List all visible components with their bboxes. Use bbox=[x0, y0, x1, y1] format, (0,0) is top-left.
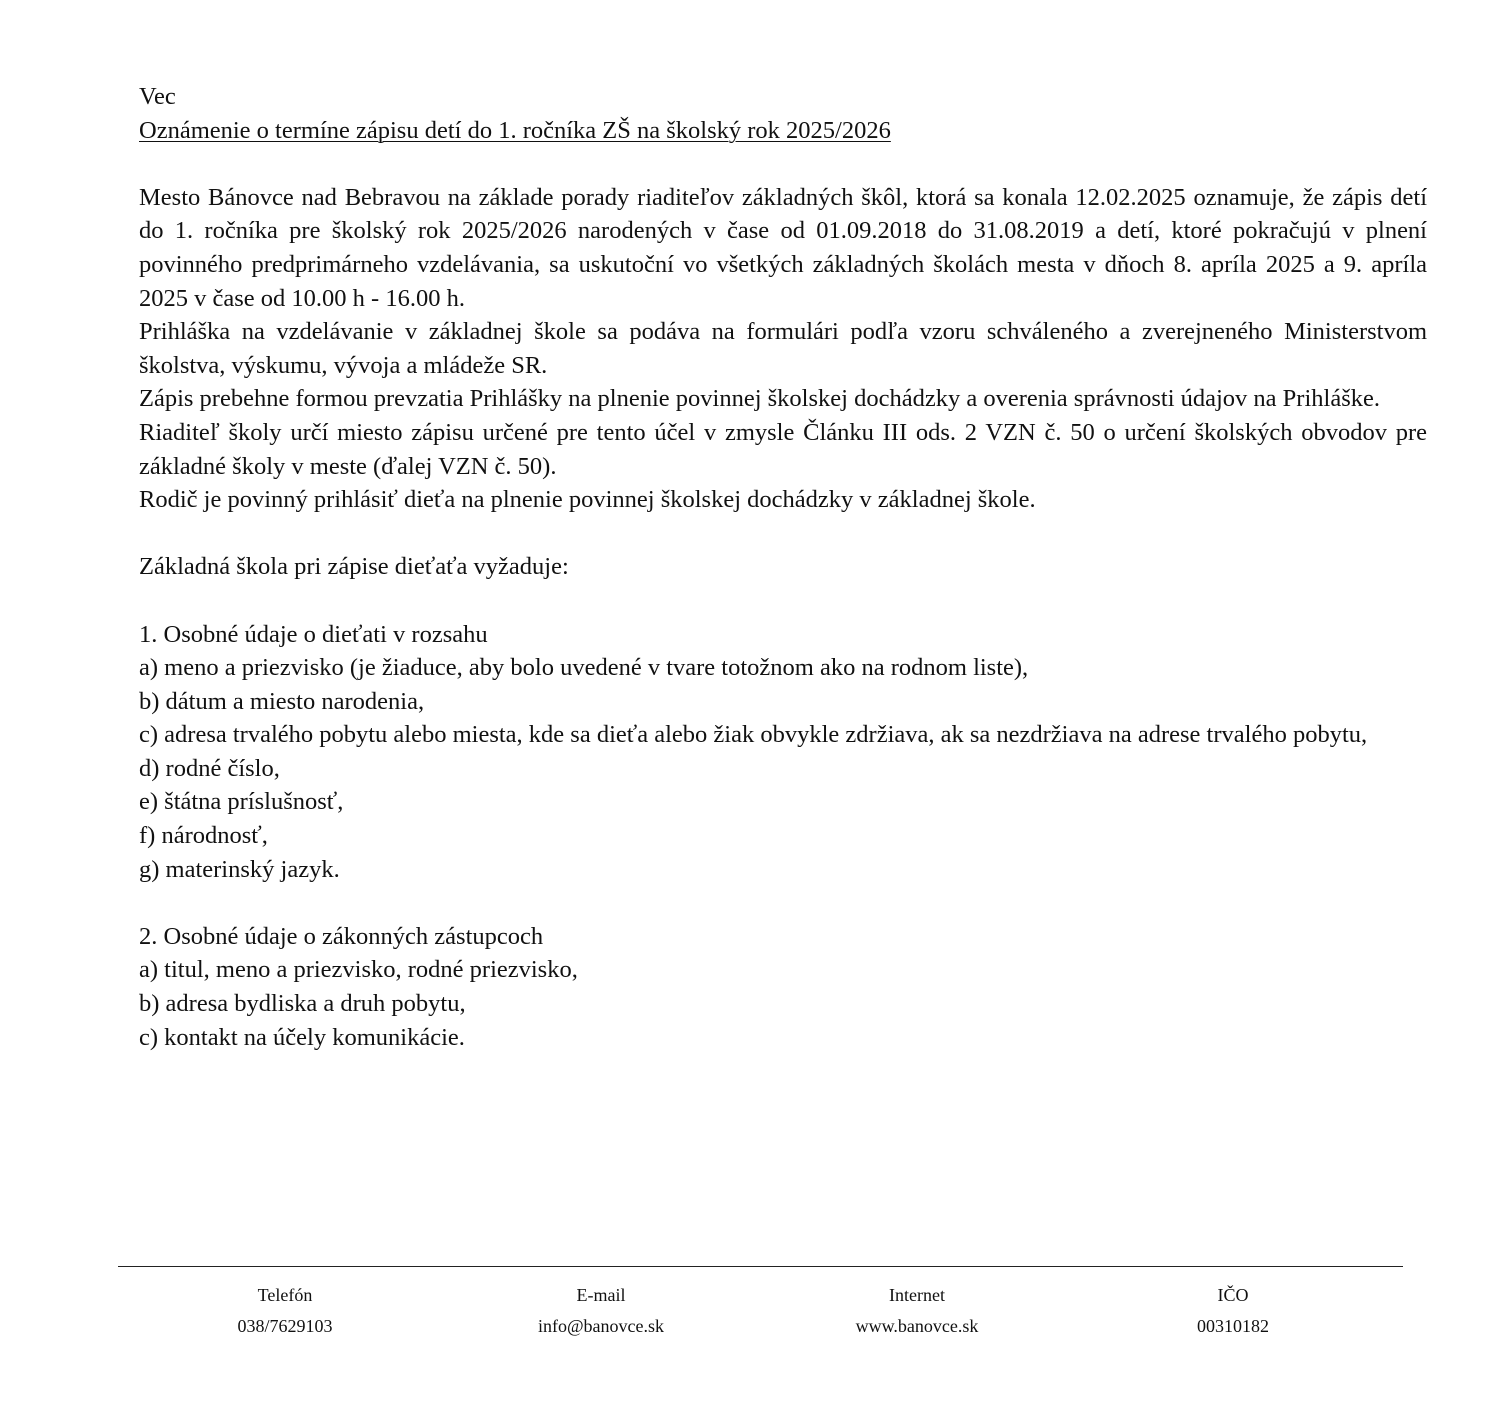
spacer bbox=[139, 147, 1427, 181]
list-item: b) dátum a miesto narodenia, bbox=[139, 687, 425, 715]
application-form-paragraph: Prihláška na vzdelávanie v základnej škole sa podáva na formulári podľa vzoru schváleného a zverejneného Ministerstvom školstva, výskumu, vývoja a mládeže SR. bbox=[139, 318, 1427, 379]
list-item: f) národnosť, bbox=[139, 822, 268, 850]
requirements-intro: Základná škola pri zápise dieťaťa vyžaduje: bbox=[139, 553, 569, 581]
spacer bbox=[139, 517, 1427, 551]
section-heading: 2. Osobné údaje o zákonných zástupcoch bbox=[139, 922, 544, 950]
subject-title: Oznámenie o termíne zápisu detí do 1. ročníka ZŠ na školský rok 2025/2026 bbox=[139, 116, 891, 144]
footer-phone-value: 038/7629103 bbox=[237, 1316, 333, 1336]
parent-duty-paragraph: Rodič je povinný prihlásiť dieťa na plnenie povinnej školskej dochádzky v základnej škole. bbox=[139, 486, 1036, 514]
footer-divider bbox=[118, 1266, 1403, 1267]
footer-email bbox=[451, 1280, 751, 1342]
document-body bbox=[139, 80, 1427, 1054]
list-item: g) materinský jazyk. bbox=[139, 855, 340, 883]
list-item: a) titul, meno a priezvisko, rodné priezvisko, bbox=[139, 956, 578, 984]
spacer bbox=[139, 886, 1427, 920]
footer-internet-label: Internet bbox=[889, 1285, 945, 1305]
footer-ico-label: IČO bbox=[1217, 1285, 1249, 1305]
enrollment-location-paragraph: Riaditeľ školy určí miesto zápisu určené pre tento účel v zmysle Článku III ods. 2 VZN č. 50 o určení školských obvodov pre základné školy v meste (ďalej VZN č. 50). bbox=[139, 418, 1427, 480]
list-item: b) adresa bydliska a druh pobytu, bbox=[139, 990, 466, 1018]
guardian-data-section bbox=[139, 920, 1427, 1054]
list-item: a) meno a priezvisko (je žiaduce, aby bolo uvedené v tvare totožnom ako na rodnom liste), bbox=[139, 654, 1029, 682]
footer-email-label: E-mail bbox=[576, 1285, 626, 1305]
footer-email-value: info@banovce.sk bbox=[537, 1316, 665, 1336]
footer-internet bbox=[767, 1280, 1067, 1342]
section-heading: 1. Osobné údaje o dieťati v rozsahu bbox=[139, 620, 488, 648]
footer-internet-value: www.banovce.sk bbox=[855, 1316, 979, 1336]
list-item: e) štátna príslušnosť, bbox=[139, 788, 344, 816]
footer-phone bbox=[135, 1280, 435, 1342]
list-item: d) rodné číslo, bbox=[139, 754, 280, 782]
enrollment-process-paragraph: Zápis prebehne formou prevzatia Prihlášky na plnenie povinnej školskej dochádzky a overenia správnosti údajov na Prihláške. bbox=[139, 385, 1380, 413]
list-item: c) adresa trvalého pobytu alebo miesta, kde sa dieťa alebo žiak obvykle zdržiava, ak sa nezdržiava na adrese trvalého pobytu, bbox=[139, 721, 1368, 749]
footer-phone-label: Telefón bbox=[257, 1285, 313, 1305]
announcement-paragraph: Mesto Bánovce nad Bebravou na základe porady riaditeľov základných škôl, ktorá sa konala 12.02.2025 oznamuje, že zápis detí do 1. ročníka pre školský rok 2025/2026 narodených v čase od 01.09.2018 do 31.08.2019 a detí, ktoré pokračujú v plnení povinného predprimárneho vzdelávania, sa uskutoční vo všetkých základných školách mesta v dňoch 8. apríla 2025 a 9. apríla 2025 v čase od 10.00 h - 16.00 h. bbox=[139, 183, 1427, 312]
footer-ico bbox=[1083, 1280, 1383, 1342]
list-item: c) kontakt na účely komunikácie. bbox=[139, 1023, 465, 1051]
spacer bbox=[139, 584, 1427, 618]
child-data-section bbox=[139, 618, 1427, 887]
footer-ico-value: 00310182 bbox=[1197, 1316, 1269, 1336]
subject-label: Vec bbox=[139, 83, 176, 110]
footer bbox=[0, 1280, 1511, 1350]
